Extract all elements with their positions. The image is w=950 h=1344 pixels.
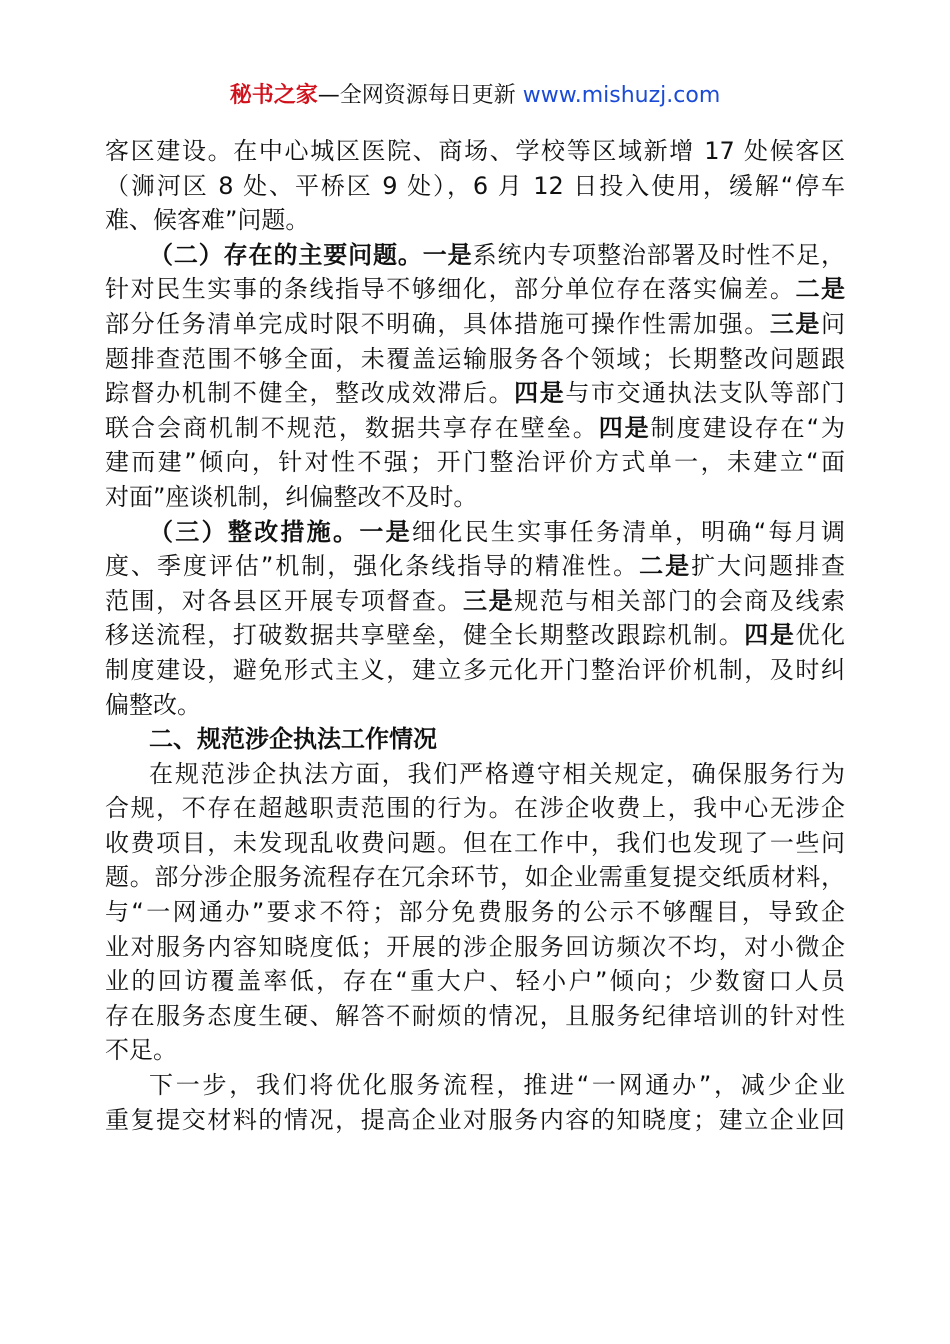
paragraph-line: 制度建设，避免形式主义，建立多元化开门整治评价机制，及时纠: [105, 655, 845, 684]
paragraph-line: 对面”座谈机制，纠偏整改不及时。: [105, 482, 478, 511]
paragraph-line: 下一步，我们将优化服务流程，推进“一网通办”，减少企业: [149, 1071, 845, 1100]
paragraph-line: 题。部分涉企服务流程存在冗余环节，如企业需重复提交纸质材料，: [105, 863, 845, 892]
header-brand: 秘书之家: [229, 83, 318, 108]
paragraph-line: 合规，不存在超越职责范围的行为。在涉企收费上，我中心无涉企: [105, 794, 845, 823]
paragraph-line: 移送流程，打破数据共享壁垒，健全长期整改跟踪机制。四是优化: [105, 621, 845, 650]
paragraph-line: 踪督办机制不健全，整改成效滞后。四是与市交通执法支队等部门: [105, 379, 845, 408]
page-header: [0, 80, 950, 112]
paragraph-line: 收费项目，未发现乱收费问题。但在工作中，我们也发现了一些问: [105, 828, 845, 857]
paragraph-line: （二）存在的主要问题。一是系统内专项整治部署及时性不足，: [149, 240, 845, 269]
paragraph-line: （三）整改措施。一是细化民生实事任务清单，明确“每月调: [149, 517, 845, 546]
paragraph-line: 部分任务清单完成时限不明确，具体措施可操作性需加强。三是问: [105, 309, 845, 338]
paragraph-line: 范围，对各县区开展专项督查。三是规范与相关部门的会商及线索: [105, 586, 845, 615]
paragraph-line: 难、候客难”问题。: [105, 206, 310, 235]
section-title: 二、规范涉企执法工作情况: [149, 725, 437, 754]
paragraph-line: 联合会商机制不规范，数据共享存在壁垒。四是制度建设存在“为: [105, 413, 845, 442]
paragraph-line: 偏整改。: [105, 690, 201, 719]
paragraph-line: 度、季度评估”机制，强化条线指导的精准性。二是扩大问题排查: [105, 552, 845, 581]
section-heading: （三）整改措施。一是: [149, 517, 412, 546]
paragraph-line: 针对民生实事的条线指导不够细化，部分单位存在落实偏差。二是: [105, 275, 845, 304]
paragraph-line: 与“一网通办”要求不符；部分免费服务的公示不够醒目，导致企: [105, 898, 845, 927]
section-heading: （二）存在的主要问题。一是: [149, 240, 473, 269]
paragraph-line: 客区建设。在中心城区医院、商场、学校等区域新增 17 处候客区: [105, 137, 845, 165]
paragraph-line: 业对服务内容知晓度低；开展的涉企服务回访频次不均，对小微企: [105, 932, 845, 961]
header-tagline: —全网资源每日更新: [317, 83, 523, 108]
document-body: [105, 134, 845, 1137]
paragraph-line: 业的回访覆盖率低，存在“重大户、轻小户”倾向；少数窗口人员: [105, 967, 845, 996]
paragraph-line: 题排查范围不够全面，未覆盖运输服务各个领域；长期整改问题跟: [105, 344, 845, 373]
header-site-link[interactable]: www.mishuzj.com: [522, 83, 721, 108]
paragraph-line: 不足。: [105, 1036, 177, 1065]
paragraph-line: （浉河区 8 处、平桥区 9 处），6 月 12 日投入使用，缓解“停车: [105, 171, 845, 200]
paragraph-line: 重复提交材料的情况，提高企业对服务内容的知晓度；建立企业回: [105, 1105, 845, 1134]
paragraph-line: 建而建”倾向，针对性不强；开门整治评价方式单一，未建立“面: [105, 448, 845, 477]
paragraph-line: 在规范涉企执法方面，我们严格遵守相关规定，确保服务行为: [149, 759, 845, 788]
paragraph-line: 存在服务态度生硬、解答不耐烦的情况，且服务纪律培训的针对性: [105, 1001, 845, 1030]
